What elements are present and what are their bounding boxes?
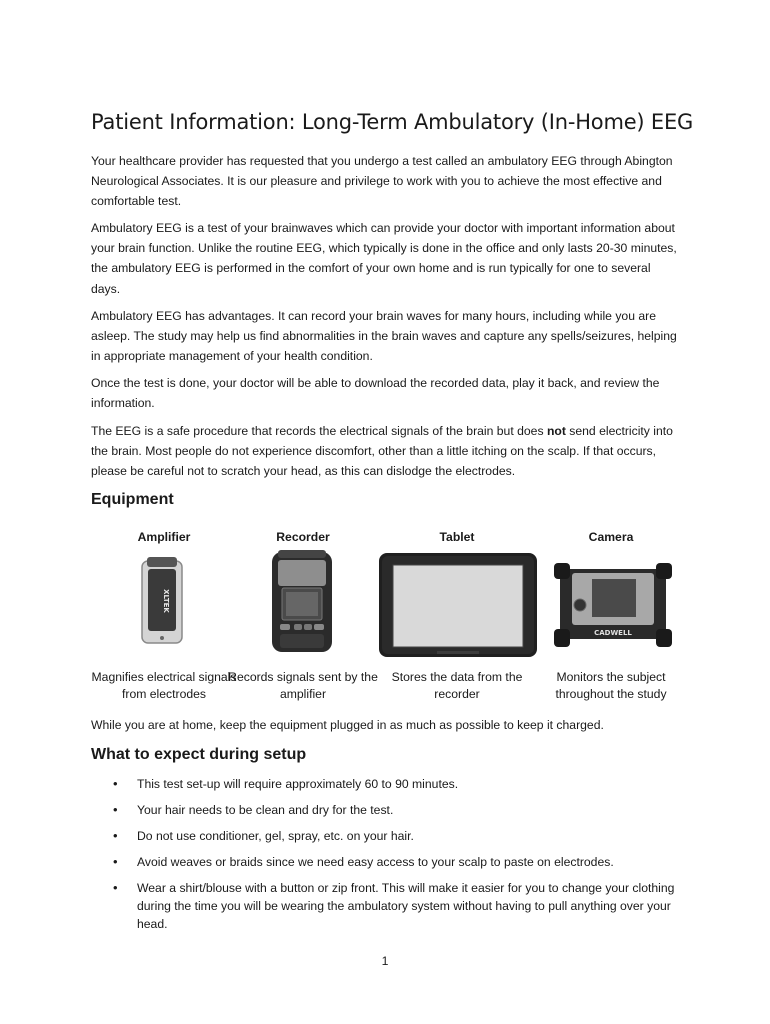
page-number: 1 bbox=[381, 954, 389, 968]
advantages-paragraph: Ambulatory EEG has advantages. It can record your brain waves for many hours, including while you are asleep. The study may help us find abnormalities in the brain waves and capture any spells/seizures, helping in appropriate management of your health condition. bbox=[91, 309, 677, 364]
equipment-caption-tablet: Stores the data from the recorder bbox=[391, 670, 523, 701]
camera-image bbox=[554, 563, 672, 655]
emphasis-not: not bbox=[546, 424, 566, 438]
equipment-name-amplifier: Amplifier bbox=[137, 530, 191, 544]
download-paragraph: Once the test is done, your doctor will be able to download the recorded data, play it back, and review the information. bbox=[91, 376, 660, 411]
safety-paragraph: The EEG is a safe procedure that records the electrical signals of the brain but does not send electricity into the brain. Most people do not experience discomfort, other than a little itching on the scalp. If that occurs, please be careful not to scratch your head, as this can dislodge the electrodes. bbox=[91, 424, 673, 479]
camera-logo: CADWELL bbox=[594, 629, 632, 637]
list-item: • Your hair needs to be clean and dry for the test. bbox=[91, 801, 691, 819]
amplifier-image bbox=[138, 555, 188, 647]
equipment-heading: Equipment bbox=[91, 491, 174, 508]
equipment-caption-camera: Monitors the subject throughout the study bbox=[555, 670, 667, 701]
page-title: Patient Information: Long-Term Ambulatory (In-Home) EEG bbox=[91, 110, 694, 134]
equipment-caption-recorder: Records signals sent by the amplifier bbox=[228, 670, 378, 701]
list-item: • Wear a shirt/blouse with a button or zip front. This will make it easier for you to change your clothing during the time you will be wearing the ambulatory system without having to pull anything over your head. bbox=[91, 879, 691, 933]
list-item: • Do not use conditioner, gel, spray, etc. on your hair. bbox=[91, 827, 691, 845]
equipment-name-recorder: Recorder bbox=[276, 530, 330, 544]
setup-heading: What to expect during setup bbox=[91, 746, 307, 763]
list-item: • This test set-up will require approximately 60 to 90 minutes. bbox=[91, 775, 691, 793]
definition-paragraph: Ambulatory EEG is a test of your brainwaves which can provide your doctor with important information about your brain function. Unlike the routine EEG, which typically is done in the office and only lasts 20-30 minutes, the ambulatory EEG is performed in the comfort of your own home and is run typically for one to several days. bbox=[91, 221, 677, 296]
setup-bullet-list bbox=[91, 775, 691, 941]
charging-note: While you are at home, keep the equipment plugged in as much as possible to keep it charged. bbox=[91, 718, 604, 732]
amplifier-logo: XLTEK bbox=[162, 589, 170, 613]
intro-paragraph: Your healthcare provider has requested that you undergo a test called an ambulatory EEG through Abington Neurological Associates. It is our pleasure and privilege to work with you to achieve the most effective and comfortable test. bbox=[91, 154, 673, 209]
equipment-caption-amplifier: Magnifies electrical signals from electrodes bbox=[91, 670, 237, 701]
list-item: • Avoid weaves or braids since we need easy access to your scalp to paste on electrodes. bbox=[91, 853, 691, 871]
equipment-name-camera: Camera bbox=[588, 530, 634, 544]
recorder-image bbox=[270, 548, 334, 654]
tablet-image bbox=[377, 551, 539, 659]
equipment-name-tablet: Tablet bbox=[439, 530, 475, 544]
